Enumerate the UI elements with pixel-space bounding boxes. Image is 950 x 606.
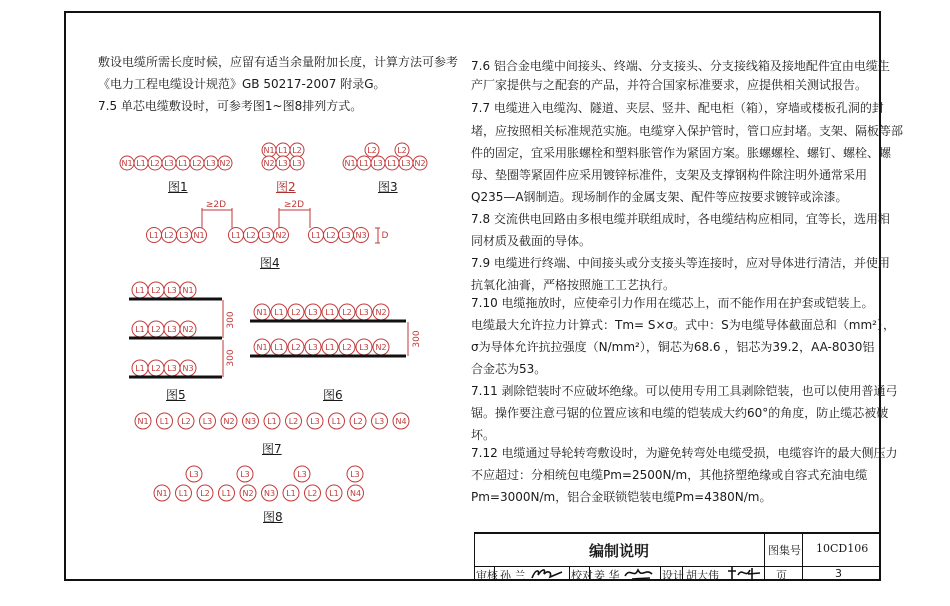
svg-text:L3: L3 [373, 159, 383, 168]
svg-text:L2: L2 [192, 159, 202, 168]
svg-text:L1: L1 [178, 159, 188, 168]
fig6-caption: 图6 [323, 388, 343, 402]
left-paragraph-line-1: 敷设电缆所需长度时候，应留有适当余量附加长度，计算方法可参考 [98, 55, 459, 69]
fig8-top-3 [347, 466, 363, 482]
svg-text:L3: L3 [401, 159, 411, 168]
fig5-row3-cable-l1-0 [132, 360, 148, 376]
fig5-row3-cable-l2-1 [148, 360, 164, 376]
svg-text:N3: N3 [244, 417, 257, 426]
svg-text:L3: L3 [164, 159, 174, 168]
svg-text:N2: N2 [375, 343, 387, 352]
fig3-bottom-cable-l3-2 [371, 156, 385, 170]
fig3-top-1 [395, 143, 409, 157]
fig7-cable-l2-10 [350, 413, 366, 429]
fig7-cable-l2-2 [178, 413, 194, 429]
fig1-cable-l1-1 [134, 156, 148, 170]
svg-text:L3: L3 [240, 470, 250, 479]
svg-text:L2: L2 [353, 417, 363, 426]
svg-text:L3: L3 [167, 364, 177, 373]
svg-text:L1: L1 [325, 343, 335, 352]
svg-text:L3: L3 [206, 159, 216, 168]
svg-text:L1: L1 [274, 308, 284, 317]
fig1-caption: 图1 [168, 180, 188, 194]
svg-text:L2: L2 [342, 308, 352, 317]
design-name: 胡大伟 [686, 569, 719, 582]
svg-text:L1: L1 [135, 286, 145, 295]
fig5-caption: 图5 [166, 388, 186, 402]
fig5-row3-cable-l3-2 [164, 360, 180, 376]
fig3-bottom-cable-l1-3 [385, 156, 399, 170]
svg-text:N3: N3 [263, 489, 276, 498]
svg-text:L3: L3 [374, 417, 385, 426]
fig5-row1-cable-l1-0 [132, 282, 148, 298]
svg-text:N1: N1 [156, 489, 168, 498]
fig1-cable-l2-2 [148, 156, 162, 170]
svg-text:L1: L1 [286, 489, 296, 498]
svg-text:L3: L3 [278, 159, 288, 168]
svg-text:L1: L1 [329, 489, 339, 498]
fig7-cable-l1-6 [264, 413, 280, 429]
fig8-bottom-cable-l1-3 [219, 485, 235, 501]
svg-text:N3: N3 [182, 364, 194, 373]
fig6-row1-cable-n2-7 [373, 304, 389, 320]
section-7-5: 7.5 单芯电缆敷设时，可参考图1~图8排列方式。 [98, 99, 363, 113]
review-label: 审核 [476, 569, 498, 582]
svg-text:N2: N2 [263, 159, 275, 168]
fig1-cable-l2-5 [190, 156, 204, 170]
svg-text:N2: N2 [414, 159, 426, 168]
svg-text:L1: L1 [387, 159, 397, 168]
atlas-label: 图集号 [768, 544, 801, 557]
svg-text:L1: L1 [331, 417, 342, 426]
fig7-cable-l3-3 [200, 413, 216, 429]
svg-text:L2: L2 [246, 231, 256, 240]
fig6-row1-cable-l3-3 [305, 304, 321, 320]
right-line: 堵，应按照相关标准规范实施。电缆穿入保护管时，管口应封堵。支架、隔板等部 [471, 124, 904, 138]
fig8-bottom-cable-n4-9 [348, 485, 364, 501]
right-line: 7.9 电缆进行终端、中间接头或分支接头等连接时，应对导体进行清洁，并使用 [471, 256, 890, 270]
svg-text:L1: L1 [178, 489, 189, 498]
svg-text:L1: L1 [278, 146, 288, 155]
svg-text:L2: L2 [307, 489, 318, 498]
svg-text:L2: L2 [200, 489, 210, 498]
fig6-row1-cable-l3-6 [356, 304, 372, 320]
svg-text:L1: L1 [231, 231, 241, 240]
right-line: 7.12 电缆通过导轮转弯敷设时，为避免转弯处电缆受损，电缆容许的最大侧压力 [471, 446, 898, 460]
svg-text:L2: L2 [151, 364, 161, 373]
fig6-row2-cable-l3-3 [305, 339, 321, 355]
fig7-cable-l1-9 [329, 413, 345, 429]
fig4-g1-cable-l3-2 [177, 228, 192, 243]
fig8-bottom-cable-l2-7 [305, 485, 321, 501]
fig7-cable-l2-7 [286, 413, 302, 429]
svg-text:L3: L3 [189, 470, 199, 479]
svg-text:L1: L1 [274, 343, 284, 352]
fig4-g2-cable-l3-2 [259, 228, 274, 243]
fig4-g1-cable-l1-0 [147, 228, 162, 243]
fig7-cable-n1-0 [135, 413, 151, 429]
check-label: 校对 [571, 569, 593, 582]
fig7-cable-n2-4 [221, 413, 237, 429]
fig4-g3-cable-n3-3 [354, 228, 369, 243]
right-line: 7.11 剥除铠装时不应破坏绝缘。可以使用专用工具剥除铠装，也可以使用普通弓 [471, 384, 898, 398]
svg-text:L1: L1 [136, 159, 146, 168]
design-label: 设计 [662, 569, 684, 582]
svg-text:L2: L2 [291, 308, 301, 317]
fig5-row1-cable-l2-1 [148, 282, 164, 298]
fig8-top-1 [237, 466, 253, 482]
svg-text:L1: L1 [311, 231, 321, 240]
svg-text:N2: N2 [242, 489, 254, 498]
right-line: 不应超过：分相统包电缆Pm=2500N/m，其他挤塑绝缘或自容式充油电缆 [471, 468, 868, 482]
fig4-g1-cable-n1-3 [192, 228, 207, 243]
fig2-top-cable-n1-0 [262, 143, 276, 157]
checker-signature [622, 566, 658, 581]
svg-text:N2: N2 [275, 231, 287, 240]
svg-text:L2: L2 [151, 325, 161, 334]
fig8-bottom-cable-l1-1 [176, 485, 192, 501]
svg-text:L2: L2 [291, 343, 301, 352]
fig4-g2-cable-l1-0 [229, 228, 244, 243]
svg-text:N2: N2 [182, 325, 194, 334]
svg-text:L3: L3 [292, 159, 302, 168]
svg-text:L3: L3 [179, 231, 189, 240]
fig6-row2-cable-l1-1 [271, 339, 287, 355]
svg-text:L1: L1 [221, 489, 232, 498]
fig8-bottom-cable-l1-8 [326, 485, 342, 501]
svg-text:N1: N1 [137, 417, 149, 426]
fig2-top-cable-l2-2 [290, 143, 304, 157]
svg-text:L2: L2 [181, 417, 191, 426]
fig4-g2-cable-l2-1 [244, 228, 259, 243]
svg-text:N1: N1 [256, 343, 268, 352]
svg-text:L2: L2 [150, 159, 160, 168]
svg-text:L2: L2 [397, 146, 407, 155]
right-line: 合金芯为53。 [471, 362, 547, 376]
right-line: 母、垫圈等紧固件应采用镀锌标准件，支架及支撑钢构件除注明外通常采用 [471, 168, 868, 182]
fig4-d-label: D [381, 231, 389, 241]
right-line: 件的固定，宜采用胀螺栓和塑料胀管作为紧固方案。胀螺螺栓、螺钉、螺栓、螺 [471, 146, 892, 160]
svg-text:L3: L3 [308, 308, 318, 317]
fig7-cable-n4-12 [393, 413, 409, 429]
fig1-cable-n1-0 [120, 156, 134, 170]
fig5-row1-cable-l3-2 [164, 282, 180, 298]
fig5-row2-cable-l2-1 [148, 321, 164, 337]
svg-text:L3: L3 [359, 343, 369, 352]
fig6-row2-cable-l3-6 [356, 339, 372, 355]
svg-text:N1: N1 [182, 286, 194, 295]
page-label: 页 [776, 569, 787, 582]
fig8-bottom-cable-l2-2 [197, 485, 213, 501]
drawing-title: 编制说明 [589, 542, 650, 560]
svg-text:L1: L1 [135, 325, 145, 334]
svg-text:L3: L3 [359, 308, 369, 317]
right-line: 抗氧化油膏，严格按照施工工艺执行。 [471, 278, 676, 292]
fig5-row3-cable-n3-3 [180, 360, 196, 376]
svg-text:L3: L3 [341, 231, 351, 240]
fig2-caption: 图2 [276, 180, 296, 194]
svg-text:N3: N3 [355, 231, 367, 240]
svg-text:N1: N1 [121, 159, 133, 168]
svg-text:N1: N1 [256, 308, 268, 317]
svg-text:N4: N4 [395, 417, 407, 426]
fig5-row2-cable-l3-2 [164, 321, 180, 337]
svg-text:N1: N1 [193, 231, 205, 240]
fig6-row2-cable-n2-7 [373, 339, 389, 355]
title-block [474, 532, 881, 581]
fig4-g2-cable-n2-3 [274, 228, 289, 243]
svg-text:L2: L2 [164, 231, 174, 240]
fig8-bottom-cable-l1-6 [283, 485, 299, 501]
fig5-row1-cable-n1-3 [180, 282, 196, 298]
fig1-cable-l1-4 [176, 156, 190, 170]
fig7-cable-l3-8 [307, 413, 323, 429]
fig6-row1-cable-l2-5 [339, 304, 355, 320]
svg-text:L1: L1 [135, 364, 145, 373]
fig1-cable-l3-6 [204, 156, 218, 170]
reviewer-signature [530, 566, 566, 581]
fig8-bottom-cable-n3-5 [262, 485, 278, 501]
fig6-row1-cable-l1-4 [322, 304, 338, 320]
svg-text:N4: N4 [349, 489, 362, 498]
fig3-bottom-cable-n1-0 [343, 156, 357, 170]
svg-text:L2: L2 [292, 146, 302, 155]
svg-text:N1: N1 [263, 146, 275, 155]
fig6-row2-cable-l1-4 [322, 339, 338, 355]
fig2-bottom-cable-l3-1 [276, 156, 290, 170]
right-line: 7.10 电缆拖放时，应使牵引力作用在缆芯上，而不能作用在护套或铠装上。 [471, 296, 874, 310]
right-line: Q235—A钢制造。现场制作的金属支架、配件等应按要求镀锌或涂漆。 [471, 190, 848, 204]
fig8-bottom-cable-n1-0 [154, 485, 170, 501]
fig3-bottom-cable-l3-4 [399, 156, 413, 170]
fig5-row2-cable-n2-3 [180, 321, 196, 337]
svg-text:N1: N1 [344, 159, 356, 168]
page-number: 3 [835, 567, 842, 580]
right-line: Pm=3000N/m，铝合金联锁铠装电缆Pm=4380N/m。 [471, 490, 772, 504]
fig1-cable-l3-3 [162, 156, 176, 170]
svg-text:L3: L3 [308, 343, 318, 352]
check-name: 姜 华 [594, 569, 620, 582]
svg-text:L3: L3 [167, 325, 177, 334]
svg-text:L2: L2 [367, 146, 377, 155]
atlas-number: 10CD106 [816, 542, 869, 555]
fig8-caption: 图8 [263, 510, 283, 524]
fig7-cable-l3-11 [372, 413, 388, 429]
svg-text:L3: L3 [202, 417, 213, 426]
svg-text:L3: L3 [297, 470, 307, 479]
svg-text:L1: L1 [149, 231, 159, 240]
svg-text:L2: L2 [288, 417, 299, 426]
svg-text:L3: L3 [167, 286, 177, 295]
svg-text:L2: L2 [151, 286, 161, 295]
fig2-bottom-cable-n2-0 [262, 156, 276, 170]
fig7-cable-l1-1 [157, 413, 173, 429]
fig6-row2-cable-l2-5 [339, 339, 355, 355]
fig4-dim-label-1: ≥2D [205, 200, 227, 210]
svg-text:L3: L3 [350, 470, 360, 479]
svg-text:L2: L2 [326, 231, 336, 240]
right-line: 7.6 铝合金电缆中间接头、终端、分支接头、分支接线箱及接地配件宜由电缆生 [471, 59, 890, 73]
fig7-caption: 图7 [262, 442, 282, 456]
fig2-top-cable-l1-1 [276, 143, 290, 157]
right-line: 同材质及截面的导体。 [471, 234, 592, 248]
fig6-row1-cable-l1-1 [271, 304, 287, 320]
fig6-row1-cable-n1-0 [254, 304, 270, 320]
fig7-cable-n3-5 [243, 413, 259, 429]
fig1-cable-n2-7 [218, 156, 232, 170]
fig6-row2-cable-n1-0 [254, 339, 270, 355]
right-line: 电缆最大允许拉力计算式：Tm= S×σ。式中：S为电缆导体截面总和（mm²）， [471, 318, 895, 332]
left-paragraph-line-2: 《电力工程电缆设计规范》GB 50217-2007 附录G。 [98, 77, 386, 91]
designer-signature [726, 566, 764, 581]
fig8-top-0 [186, 466, 202, 482]
fig4-g1-cable-l2-1 [162, 228, 177, 243]
svg-text:L3: L3 [310, 417, 320, 426]
svg-text:L2: L2 [342, 343, 352, 352]
fig3-top-0 [365, 143, 379, 157]
fig6-dim-label: 300 [412, 330, 422, 348]
right-line: 7.7 电缆进入电缆沟、隧道、夹层、竖井、配电柜（箱），穿墙或楼板孔洞的封 [471, 101, 884, 115]
right-line: 锯。操作要注意弓锯的位置应该和电缆的铠装成大约60°的角度，防止缆芯被破 [471, 406, 889, 420]
fig4-g3-cable-l3-2 [339, 228, 354, 243]
fig3-caption: 图3 [378, 180, 398, 194]
fig6-row2-cable-l2-2 [288, 339, 304, 355]
fig8-top-2 [294, 466, 310, 482]
svg-text:L1: L1 [325, 308, 335, 317]
right-line: 7.8 交流供电回路由多根电缆并联组成时，各电缆结构应相同，宜等长，选用相 [471, 212, 890, 226]
fig8-bottom-cable-n2-4 [240, 485, 256, 501]
review-name: 孙 兰 [500, 569, 526, 582]
fig6-row1-cable-l2-2 [288, 304, 304, 320]
svg-text:L1: L1 [159, 417, 170, 426]
svg-text:N2: N2 [219, 159, 231, 168]
fig5-dim-label-2: 300 [226, 349, 236, 367]
svg-text:N2: N2 [223, 417, 235, 426]
fig2-bottom-cable-l3-2 [290, 156, 304, 170]
fig3-bottom-cable-n2-5 [413, 156, 427, 170]
svg-text:L1: L1 [359, 159, 369, 168]
svg-text:L1: L1 [267, 417, 277, 426]
right-line: 坏。 [471, 428, 496, 442]
fig3-bottom-cable-l1-1 [357, 156, 371, 170]
svg-text:L3: L3 [261, 231, 271, 240]
right-line: 产厂家提供与之配套的产品，并符合国家标准要求，应提供相关测试报告。 [471, 78, 868, 92]
fig5-dim-label-1: 300 [226, 311, 236, 329]
fig5-row2-cable-l1-0 [132, 321, 148, 337]
fig4-dim-label-2: ≥2D [283, 200, 305, 210]
right-line: σ为导体允许抗拉强度（N/mm²），铜芯为68.6 ，铝芯为39.2，AA-8030铝 [471, 340, 875, 354]
fig4-g3-cable-l2-1 [324, 228, 339, 243]
fig4-g3-cable-l1-0 [309, 228, 324, 243]
fig4-caption: 图4 [260, 256, 280, 270]
svg-text:N2: N2 [375, 308, 387, 317]
